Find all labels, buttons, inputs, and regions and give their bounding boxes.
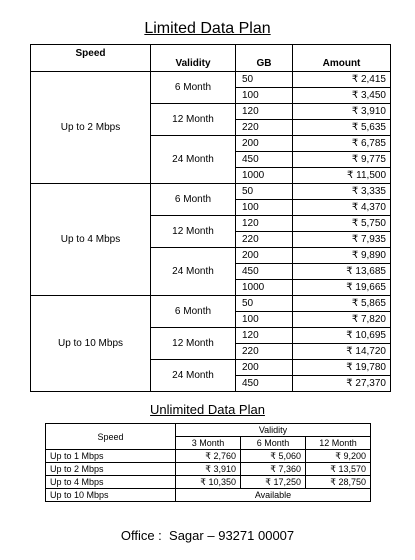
speed-cell: Up to 1 Mbps [46,450,176,463]
header-gb: GB [236,45,293,72]
limited-plan-title: Limited Data Plan [144,20,271,37]
table-header-row [46,424,371,437]
gb-cell: 1000 [236,280,293,296]
amount-cell: ₹ 19,780 [293,360,391,376]
header-amount: Amount [293,45,391,72]
amount-cell: ₹ 4,370 [293,200,391,216]
validity-cell: 6 Month [151,72,236,104]
gb-cell: 120 [236,104,293,120]
amount-cell: ₹ 3,450 [293,88,391,104]
amount-cell: ₹ 13,685 [293,264,391,280]
gb-cell: 100 [236,88,293,104]
gb-cell: 100 [236,312,293,328]
office-label: Office : [120,528,162,543]
office-contact [0,528,415,543]
validity-cell: 12 Month [151,104,236,136]
gb-cell: 1000 [236,168,293,184]
speed-cell: Up to 2 Mbps [46,463,176,476]
amount-cell: ₹ 3,335 [293,184,391,200]
validity-cell: 6 Month [151,296,236,328]
table-row [31,296,391,312]
amount-cell: ₹ 9,200 [306,450,371,463]
gb-cell: 50 [236,184,293,200]
header-3-month: 3 Month [176,437,241,450]
table-row [46,450,371,463]
speed-cell: Up to 2 Mbps [31,72,151,184]
limited-plan-table [30,44,391,392]
validity-cell: 24 Month [151,360,236,392]
header-speed: Speed [31,45,151,72]
speed-cell: Up to 10 Mbps [31,296,151,392]
validity-cell: 24 Month [151,248,236,296]
amount-cell: ₹ 2,415 [293,72,391,88]
table-row [46,476,371,489]
speed-cell: Up to 4 Mbps [31,184,151,296]
amount-cell: ₹ 9,890 [293,248,391,264]
table-row [31,72,391,88]
gb-cell: 200 [236,248,293,264]
amount-cell: ₹ 6,785 [293,136,391,152]
gb-cell: 100 [236,200,293,216]
amount-cell: ₹ 19,665 [293,280,391,296]
gb-cell: 220 [236,344,293,360]
table-header-row [31,45,391,72]
amount-cell: ₹ 13,570 [306,463,371,476]
unlimited-plan-title: Unlimited Data Plan [150,402,265,417]
validity-cell: 12 Month [151,328,236,360]
amount-cell: ₹ 9,775 [293,152,391,168]
header-12-month: 12 Month [306,437,371,450]
amount-cell: ₹ 5,750 [293,216,391,232]
validity-cell: 24 Month [151,136,236,184]
header-6-month: 6 Month [241,437,306,450]
office-separator: – [207,528,215,543]
amount-cell: ₹ 14,720 [293,344,391,360]
amount-cell: ₹ 5,635 [293,120,391,136]
gb-cell: 450 [236,152,293,168]
gb-cell: 200 [236,360,293,376]
validity-cell: 12 Month [151,216,236,248]
amount-cell: ₹ 7,820 [293,312,391,328]
amount-cell: ₹ 10,350 [176,476,241,489]
gb-cell: 200 [236,136,293,152]
amount-cell: ₹ 3,910 [176,463,241,476]
header-speed: Speed [46,424,176,450]
header-validity: Validity [176,424,371,437]
table-row [31,184,391,200]
office-phone: 93271 00007 [218,528,295,543]
speed-cell: Up to 10 Mbps [46,489,176,502]
amount-cell: ₹ 7,360 [241,463,306,476]
gb-cell: 220 [236,120,293,136]
amount-cell: ₹ 3,910 [293,104,391,120]
amount-cell: ₹ 17,250 [241,476,306,489]
gb-cell: 50 [236,296,293,312]
gb-cell: 50 [236,72,293,88]
gb-cell: 220 [236,232,293,248]
availability-cell: Available [176,489,371,502]
amount-cell: ₹ 2,760 [176,450,241,463]
amount-cell: ₹ 5,865 [293,296,391,312]
amount-cell: ₹ 10,695 [293,328,391,344]
amount-cell: ₹ 5,060 [241,450,306,463]
header-validity: Validity [151,45,236,72]
validity-cell: 6 Month [151,184,236,216]
unlimited-plan-table [45,423,371,502]
gb-cell: 120 [236,328,293,344]
amount-cell: ₹ 11,500 [293,168,391,184]
office-location: Sagar [169,528,204,543]
amount-cell: ₹ 7,935 [293,232,391,248]
table-row [46,463,371,476]
speed-cell: Up to 4 Mbps [46,476,176,489]
gb-cell: 450 [236,264,293,280]
amount-cell: ₹ 28,750 [306,476,371,489]
table-row [46,489,371,502]
gb-cell: 120 [236,216,293,232]
gb-cell: 450 [236,376,293,392]
amount-cell: ₹ 27,370 [293,376,391,392]
